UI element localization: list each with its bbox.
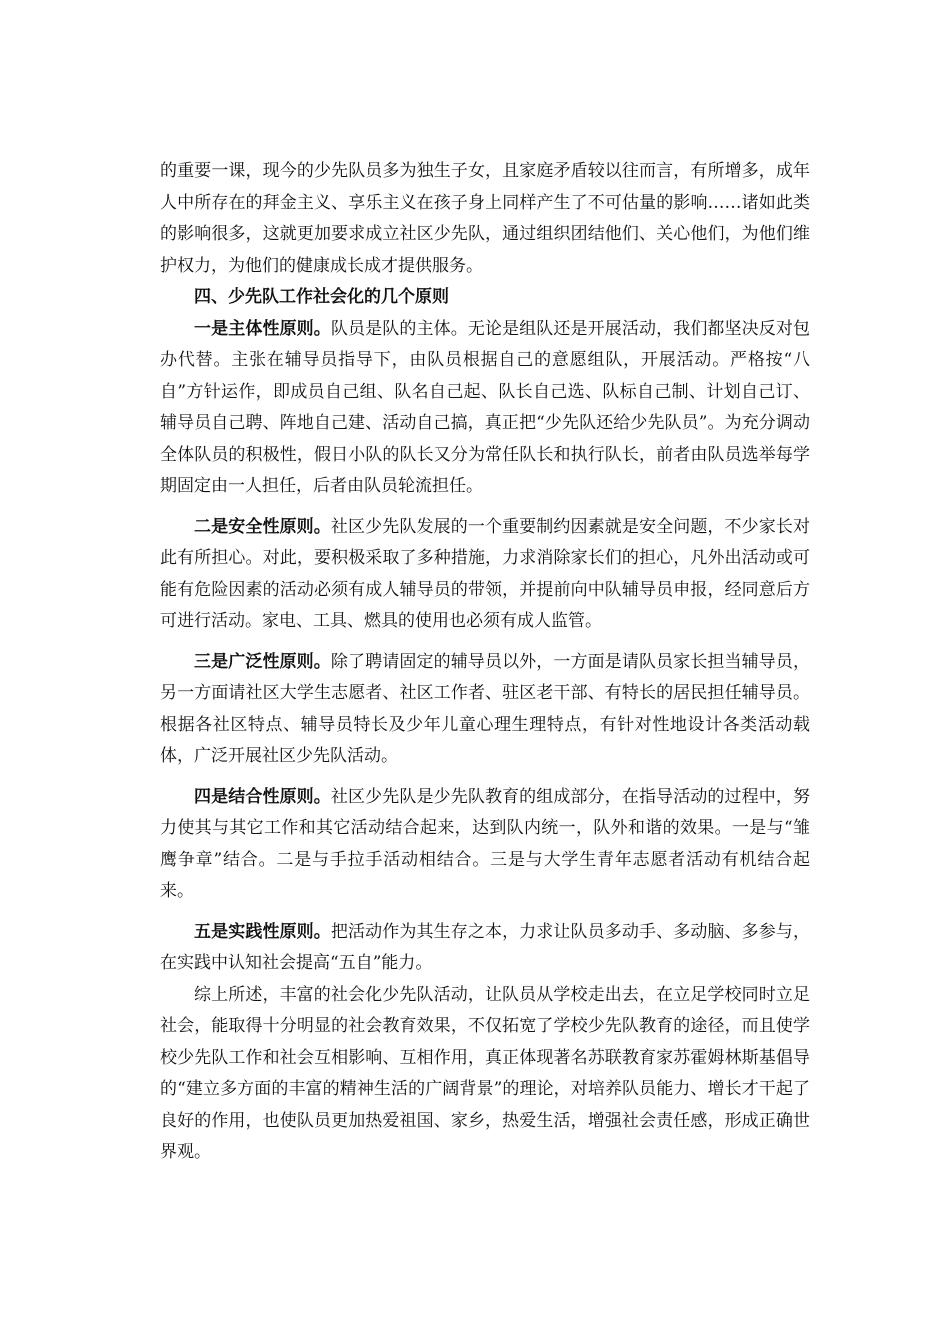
principle-paragraph-4 <box>160 782 810 908</box>
document-page <box>160 156 810 1169</box>
principle-paragraph-3 <box>160 647 810 773</box>
principle-lead-2: 二是安全性原则。 <box>194 516 331 537</box>
conclusion-paragraph: 综上所述，丰富的社会化少先队活动，让队员从学校走出去，在立足学校同时立足社会，能取得十分明显的社会教育效果，不仅拓宽了学校少先队教育的途径，而且使学校少先队工作和社会互相影响、互相作用，真正体现著名苏联教育家苏霍姆林斯基倡导的“建立多方面的丰富的精神生活的广阔背景”的理论，对培养队员能力、增长才干起了良好的作用，也使队员更加热爱祖国、家乡，热爱生活，增强社会责任感，形成正确世界观。 <box>160 984 810 1162</box>
intro-paragraph: 的重要一课，现今的少先队员多为独生子女，且家庭矛盾较以往而言，有所增多，成年人中所存在的拜金主义、享乐主义在孩子身上同样产生了不可估量的影响……诸如此类的影响很多，这就更加要求成立社区少先队，通过组织团结他们、关心他们，为他们维护权力，为他们的健康成长成才提供服务。 <box>160 161 810 276</box>
principle-body-1: 队员是队的主体。无论是组队还是开展活动，我们都坚决反对包办代替。主张在辅导员指导下，由队员根据自己的意愿组队，开展活动。严格按“八自”方针运作，即成员自己组、队名自己起、队长自己选、队标自己制、计划自己订、辅导员自己聘、阵地自己建、活动自己搞，真正把“少先队还给少先队员”。为充分调动全体队员的积极性，假日小队的队长又分为常任队长和执行队长，前者由队员选举每学期固定由一人担任，后者由队员轮流担任。 <box>160 318 811 496</box>
section-heading: 四、少先队工作社会化的几个原则 <box>194 287 449 307</box>
principle-paragraph-2 <box>160 512 810 638</box>
principle-body-2: 社区少先队发展的一个重要制约因素就是安全问题，不少家长对此有所担心。对此，要积极采取了多种措施，力求消除家长们的担心，凡外出活动或可能有危险因素的活动必须有成人辅导员的带领，并提前向中队辅导员申报，经同意后方可进行活动。家电、工具、燃具的使用也必须有成人监管。 <box>160 516 811 631</box>
principle-body-5: 把活动作为其生存之本，力求让队员多动手、多动脑、多参与，在实践中认知社会提高“五自”能力。 <box>160 921 811 973</box>
principle-paragraph-5 <box>160 917 810 980</box>
principle-lead-3: 三是广泛性原则。 <box>194 651 331 672</box>
principle-body-4: 社区少先队是少先队教育的组成部分，在指导活动的过程中，努力使其与其它工作和其它活动结合起来，达到队内统一，队外和谐的效果。一是与“雏鹰争章”结合。二是与手拉手活动相结合。三是与大学生青年志愿者活动有机结合起来。 <box>160 786 811 901</box>
principle-lead-1: 一是主体性原则。 <box>194 318 331 339</box>
principle-lead-5: 五是实践性原则。 <box>194 921 331 942</box>
principle-paragraph-1 <box>160 314 810 503</box>
principle-body-3: 除了聘请固定的辅导员以外，一方面是请队员家长担当辅导员，另一方面请社区大学生志愿者、社区工作者、驻区老干部、有特长的居民担任辅导员。根据各社区特点、辅导员特长及少年儿童心理生理特点，有针对性地设计各类活动载体，广泛开展社区少先队活动。 <box>160 651 811 766</box>
principle-lead-4: 四是结合性原则。 <box>194 786 331 807</box>
